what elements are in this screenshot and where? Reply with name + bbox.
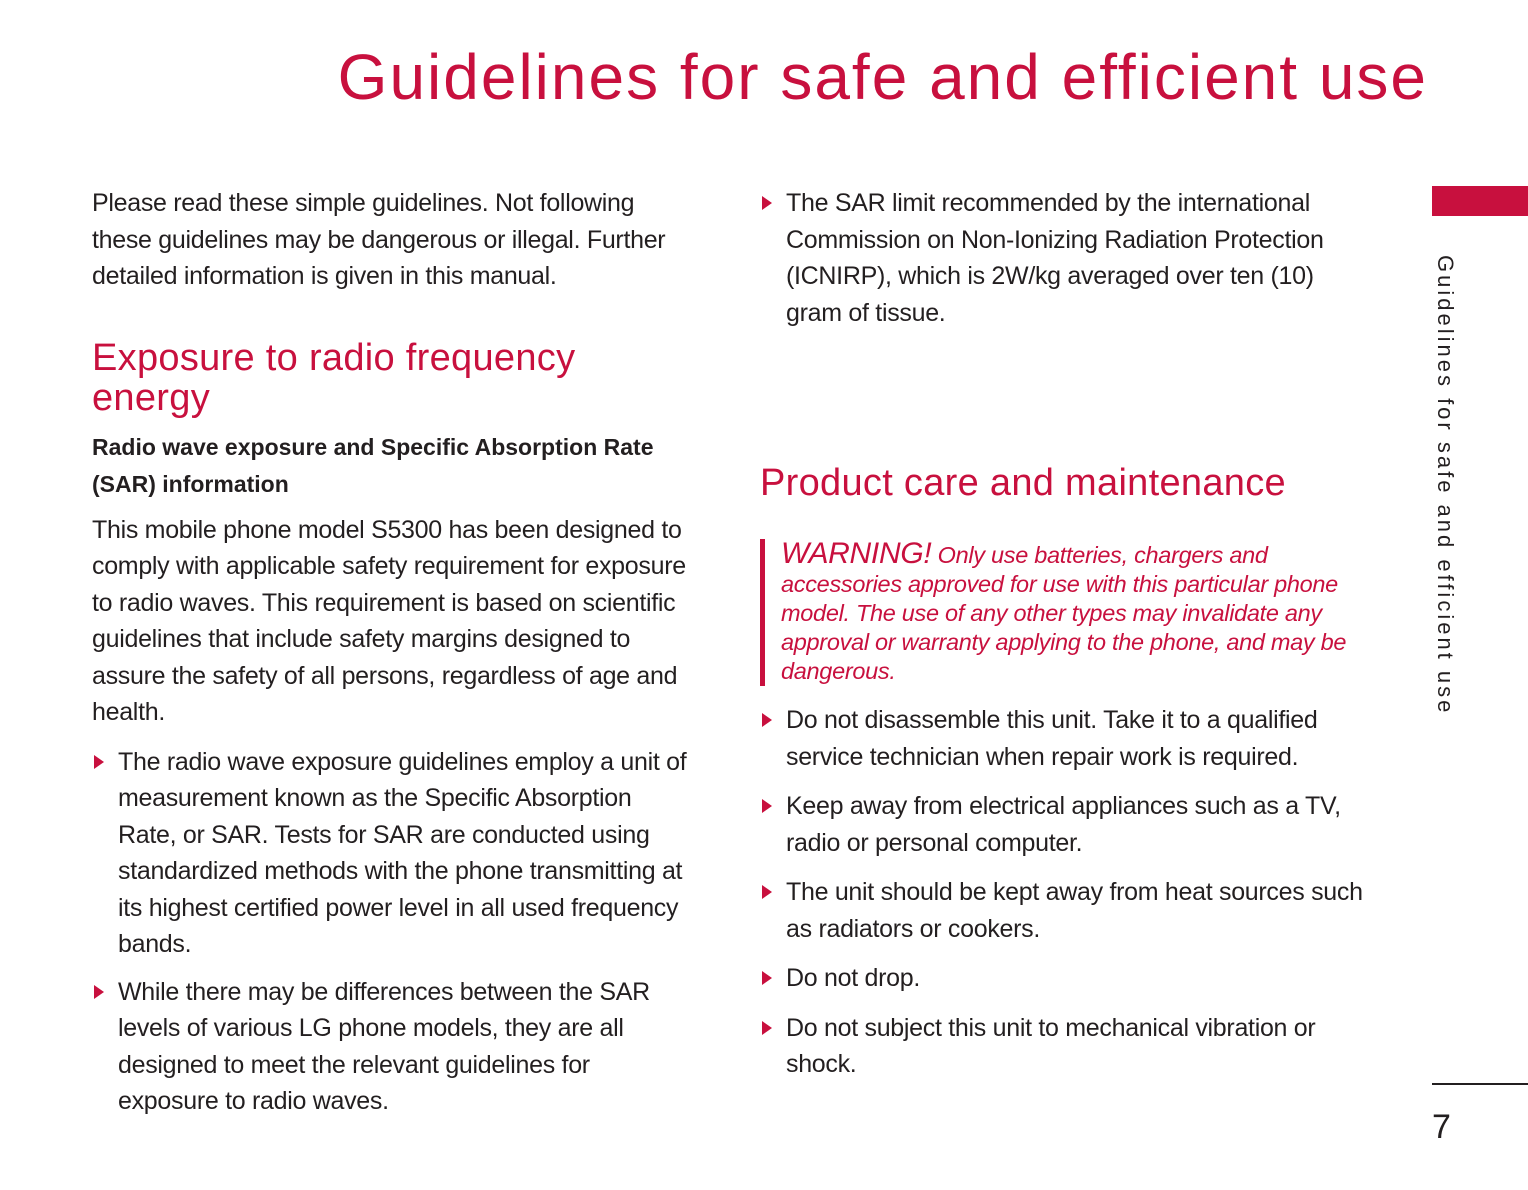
side-tab-label: Guidelines for safe and efficient use xyxy=(1433,255,1458,716)
list-item-text: The radio wave exposure guidelines employ a unit of measurement known as the Specific Absorption Rate, or SAR. Tests for SAR are conducted using standardized methods with the phone transmitting at its highest certified power level in all used frequency bands. xyxy=(118,747,687,958)
bullet-arrow-icon xyxy=(762,971,772,985)
list-item xyxy=(760,1010,1370,1083)
bullet-arrow-icon xyxy=(94,755,104,769)
list-item-text: Do not drop. xyxy=(786,964,920,992)
list-item-text: The SAR limit recommended by the international Commission on Non-Ionizing Radiation Protection (ICNIRP), which is 2W/kg averaged over ten (10) gram of tissue. xyxy=(786,189,1324,327)
list-item-text: While there may be differences between the SAR levels of various LG phone models, they are all designed to meet the relevant guidelines for exposure to radio waves. xyxy=(118,977,650,1115)
bullet-arrow-icon xyxy=(94,985,104,999)
list-item-text: Do not subject this unit to mechanical vibration or shock. xyxy=(786,1013,1316,1078)
side-tab-marker xyxy=(1432,186,1528,216)
intro-paragraph: Please read these simple guidelines. Not following these guidelines may be dangerous or illegal. Further detailed information is given in this manual. xyxy=(92,189,666,290)
list-item xyxy=(760,185,1370,331)
list-item xyxy=(760,788,1370,861)
icnirp-bullet-list xyxy=(760,185,1370,331)
bullet-arrow-icon xyxy=(762,1021,772,1035)
list-item-text: Do not disassemble this unit. Take it to a qualified service technician when repair work is required. xyxy=(786,706,1318,771)
footer-divider xyxy=(1432,1083,1528,1085)
sar-bullet-list xyxy=(92,744,692,1120)
warning-label: WARNING! xyxy=(781,537,932,570)
section-heading-product-care: Product care and maintenance xyxy=(760,462,1286,504)
list-item-text: Keep away from electrical appliances such as a TV, radio or personal computer. xyxy=(786,792,1341,857)
left-column xyxy=(92,185,692,1120)
subheading-sar: Radio wave exposure and Specific Absorption Rate (SAR) information xyxy=(92,433,654,497)
list-item xyxy=(760,874,1370,947)
right-column xyxy=(760,185,1370,1083)
sar-paragraph: This mobile phone model S5300 has been designed to comply with applicable safety requirement for exposure to radio waves. This requirement is based on scientific guidelines that include safety margins designed to assure the safety of all persons, regardless of age and health. xyxy=(92,515,686,726)
list-item xyxy=(760,702,1370,775)
page-title: Guidelines for safe and efficient use xyxy=(337,41,1428,113)
section-heading-exposure: Exposure to radio frequency energy xyxy=(92,336,576,419)
bullet-arrow-icon xyxy=(762,196,772,210)
list-item-text: The unit should be kept away from heat sources such as radiators or cookers. xyxy=(786,878,1363,943)
bullet-arrow-icon xyxy=(762,885,772,899)
list-item xyxy=(760,960,1370,997)
warning-box xyxy=(760,539,1370,686)
bullet-arrow-icon xyxy=(762,713,772,727)
list-item xyxy=(92,744,692,963)
bullet-arrow-icon xyxy=(762,799,772,813)
list-item xyxy=(92,974,692,1120)
page-number: 7 xyxy=(1432,1108,1451,1146)
warning-text: Only use batteries, chargers and accessories approved for use with this particular phone model. The use of any other types may invalidate any approval or warranty applying to the phone, and may be dangerous. xyxy=(781,542,1347,684)
care-bullet-list xyxy=(760,702,1370,1083)
